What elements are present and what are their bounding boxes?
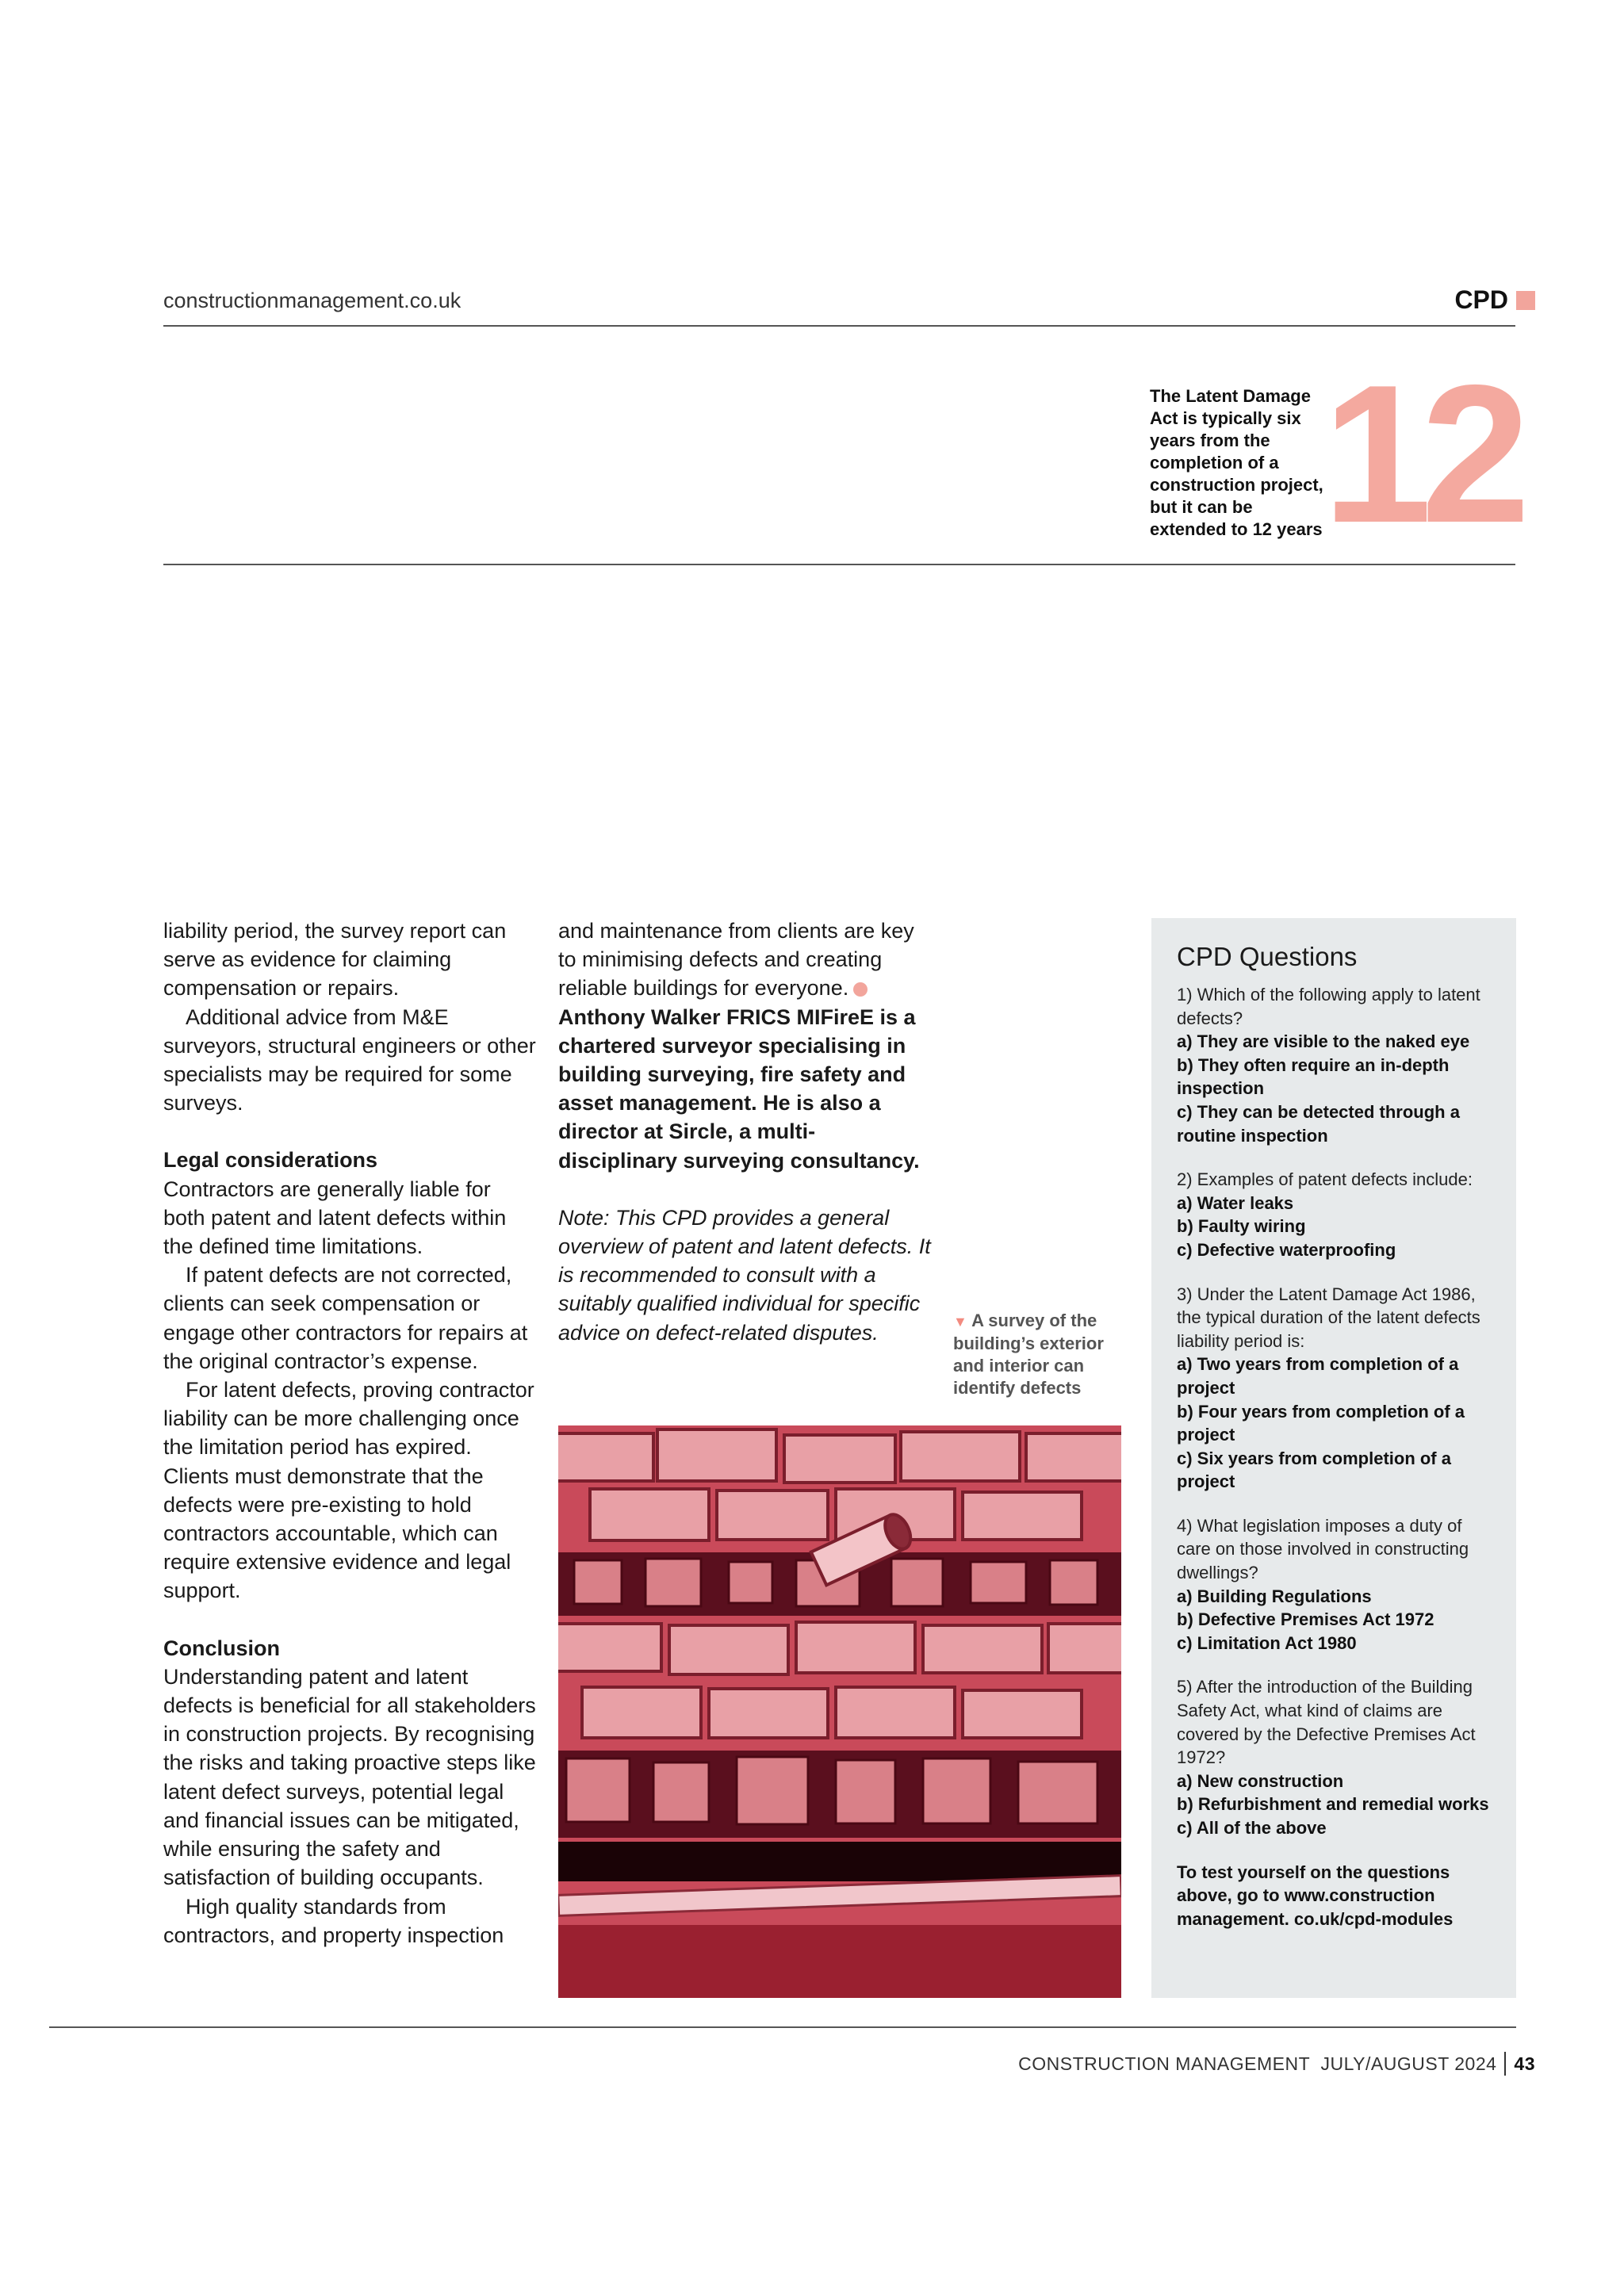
answer-option: c) They can be detected through a routine inspection: [1177, 1101, 1460, 1146]
question: [1177, 1283, 1491, 1494]
caption-text: A survey of the building’s exterior and interior can identify defects: [953, 1311, 1104, 1398]
page-number: 43: [1514, 2053, 1535, 2074]
answer-option: c) Six years from completion of a project: [1177, 1448, 1451, 1492]
question-text: 4) What legislation imposes a duty of care on those involved in constructing dwellings?: [1177, 1515, 1469, 1583]
crumbled-block: [566, 1758, 630, 1822]
answer-option: b) They often require an in-depth inspection: [1177, 1054, 1450, 1099]
answer-option: a) New construction: [1177, 1770, 1344, 1791]
crumbled-block: [653, 1762, 709, 1822]
question-text: 5) After the introduction of the Building Safety Act, what kind of claims are covered by the Defective Premises Act 1972?: [1177, 1677, 1476, 1768]
author-bio: Anthony Walker FRICS MIFireE is a chartered surveyor specialising in building surveying, fire safety and asset management. He is also a director at Sircle, a multi-disciplinary surveying consultancy.: [558, 1004, 920, 1173]
footer: [1018, 2052, 1535, 2076]
crumbled-block: [1050, 1560, 1097, 1605]
crumbled-block: [891, 1559, 943, 1606]
section-square-icon: [1516, 291, 1535, 310]
article-column-1: [163, 916, 536, 1950]
section-label: CPD: [1454, 285, 1508, 314]
paragraph: High quality standards from contractors, and property inspection: [163, 1894, 504, 1947]
top-rule: [163, 325, 1515, 327]
lower-wall: [558, 1925, 1121, 1998]
brick: [590, 1489, 709, 1540]
cpd-cta: To test yourself on the questions above, go to www.construction management. co.uk/cpd-modules: [1177, 1862, 1454, 1929]
answer-option: b) Four years from completion of a project: [1177, 1401, 1465, 1445]
paragraph: [558, 916, 931, 1003]
crumbled-block: [645, 1559, 701, 1606]
crumbled-block: [1018, 1762, 1097, 1823]
brick: [963, 1690, 1082, 1738]
brick: [709, 1689, 828, 1738]
site-url: constructionmanagement.co.uk: [163, 289, 462, 312]
stat-text: The Latent Damage Act is typically six years from the completion of a construction project, but it can be extended to 12 years: [1150, 386, 1323, 539]
brick: [963, 1492, 1082, 1540]
caption-arrow-icon: ▼: [953, 1314, 967, 1330]
section-tag: [1454, 285, 1535, 315]
brick: [558, 1624, 661, 1671]
paragraph: Understanding patent and latent defects is beneficial for all stakeholders in construction projects. By recognising the risks and taking proactive steps like latent defect surveys, potential legal and financial issues can be mitigated, while ensuring the safety and satisfaction of building occupants.: [163, 1664, 536, 1890]
stat-rule: [163, 564, 1515, 565]
crumbled-block: [737, 1757, 808, 1824]
question: [1177, 983, 1491, 1147]
answer-option: c) All of the above: [1177, 1818, 1327, 1838]
question: [1177, 1675, 1491, 1839]
question-text: 1) Which of the following apply to latent defects?: [1177, 985, 1480, 1028]
brick: [657, 1429, 776, 1481]
stat-number: 12: [1323, 343, 1519, 564]
answer-option: a) They are visible to the naked eye: [1177, 1031, 1470, 1052]
answer-option: b) Faulty wiring: [1177, 1216, 1306, 1237]
crumbled-block: [971, 1562, 1026, 1603]
brick: [1048, 1624, 1121, 1673]
cpd-questions-box: [1151, 918, 1516, 1998]
cpd-title: CPD Questions: [1177, 942, 1358, 971]
heading-conclusion: Conclusion: [163, 1636, 280, 1660]
crumbled-block: [923, 1758, 990, 1823]
brick: [717, 1490, 828, 1540]
crumbled-block: [729, 1562, 772, 1603]
brick: [1026, 1433, 1121, 1481]
paragraph: liability period, the survey report can serve as evidence for claiming compensation or repairs.: [163, 919, 507, 1001]
crumbled-block: [574, 1560, 622, 1604]
paragraph: For latent defects, proving contractor liability can be more challenging once the limitation period has expired. Clients must demonstrate that the defects were pre-existing to hold contractors accountable, which can require extensive evidence and legal support.: [163, 1378, 534, 1603]
brick: [901, 1432, 1020, 1481]
answer-option: a) Two years from completion of a project: [1177, 1354, 1459, 1398]
brick: [796, 1622, 915, 1673]
question: [1177, 1168, 1491, 1261]
brick: [558, 1433, 653, 1481]
end-dot-icon: [853, 982, 868, 997]
cpd-note: Note: This CPD provides a general overview of patent and latent defects. It is recommended to consult with a suitably qualified individual for specific advice on defect-related disputes.: [558, 1205, 931, 1345]
brickwork-photo: [558, 1425, 1121, 1998]
answer-option: a) Building Regulations: [1177, 1586, 1372, 1606]
answer-option: c) Limitation Act 1980: [1177, 1632, 1357, 1653]
shadow-band: [558, 1842, 1121, 1881]
question-text: 3) Under the Latent Damage Act 1986, the typical duration of the latent defects liability period is:: [1177, 1284, 1480, 1351]
answer-option: b) Refurbishment and remedial works: [1177, 1794, 1489, 1815]
brick: [923, 1625, 1042, 1673]
brickwork-illustration: [558, 1425, 1121, 1998]
photo-caption: [953, 1310, 1112, 1399]
brick: [836, 1687, 955, 1738]
publication-line: CONSTRUCTION MANAGEMENT JULY/AUGUST 2024: [1018, 2053, 1497, 2074]
answer-option: c) Defective waterproofing: [1177, 1239, 1396, 1260]
brick: [669, 1625, 788, 1674]
brick: [582, 1687, 701, 1738]
article-column-2: [558, 916, 931, 1347]
paragraph: Contractors are generally liable for both patent and latent defects within the defined time limitations.: [163, 1177, 507, 1259]
paragraph: Additional advice from M&E surveyors, structural engineers or other specialists may be required for some surveys.: [163, 1004, 536, 1115]
question: [1177, 1514, 1491, 1655]
footer-separator: [1504, 2052, 1506, 2076]
paragraph: If patent defects are not corrected, clients can seek compensation or engage other contractors for repairs at the original contractor’s expense.: [163, 1263, 528, 1373]
footer-rule: [49, 2026, 1516, 2028]
crumbled-block: [836, 1760, 895, 1823]
paragraph-text: and maintenance from clients are key to minimising defects and creating reliable buildings for everyone.: [558, 919, 914, 1001]
answer-option: b) Defective Premises Act 1972: [1177, 1609, 1434, 1630]
heading-legal-considerations: Legal considerations: [163, 1148, 378, 1173]
brick: [784, 1435, 895, 1483]
question-text: 2) Examples of patent defects include:: [1177, 1169, 1473, 1190]
answer-option: a) Water leaks: [1177, 1192, 1294, 1213]
